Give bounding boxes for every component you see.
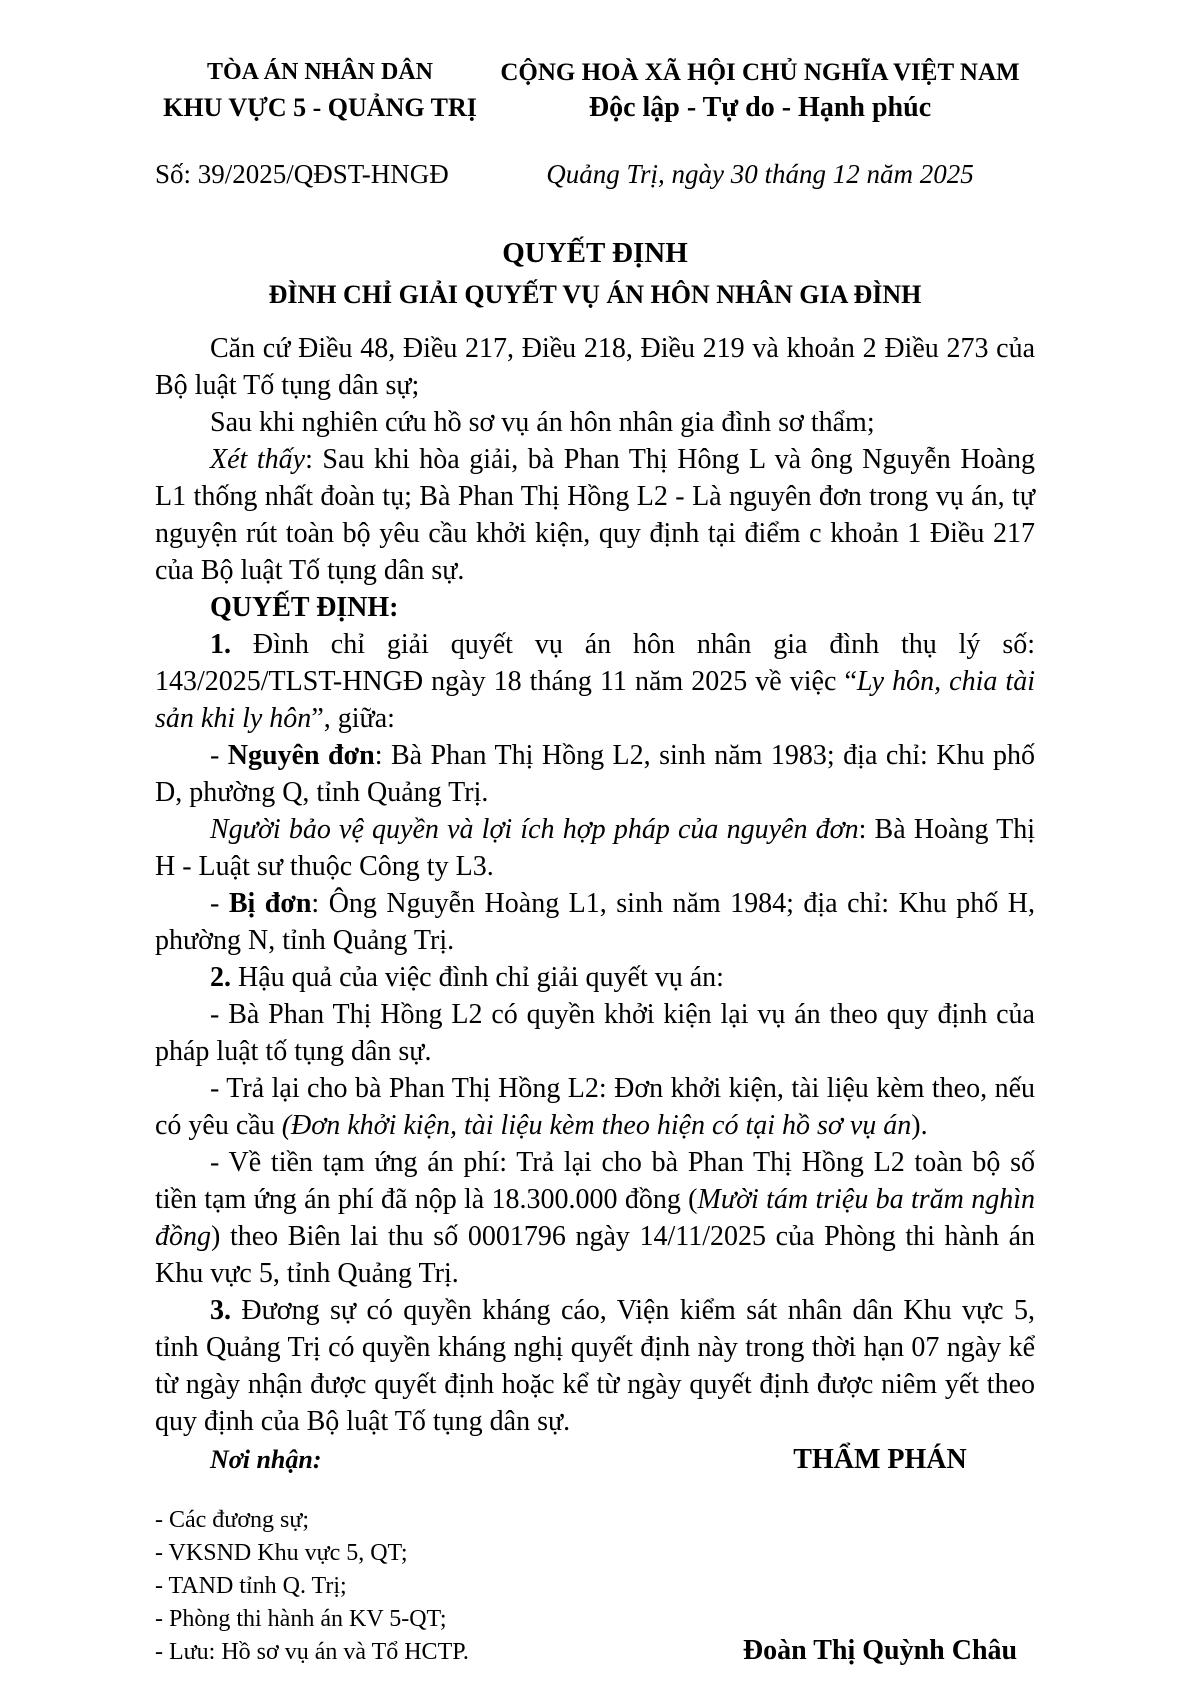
national-motto-block <box>485 56 1035 193</box>
signature-block <box>710 1440 1050 1669</box>
recipient-item: - Lưu: Hồ sơ vụ án và Tổ HCTP. <box>155 1639 469 1665</box>
paragraph-plaintiff <box>155 737 1035 811</box>
place-date-line: Quảng Trị, ngày 30 tháng 12 năm 2025 <box>546 159 974 189</box>
text-run: Xét thấy <box>210 444 306 475</box>
text-run: - <box>210 888 229 919</box>
paragraph-item2b <box>155 1070 1035 1144</box>
document-header <box>155 56 1035 193</box>
paragraph-review <box>155 404 1035 441</box>
text-run: : Sau khi hòa giải, bà Phan Thị Hông L và ông Nguyễn Hoàng L1 thống nhất đoàn tụ; Bà Phan Thị Hồng L2 - Là nguyên đơn trong vụ án, tự nguyện rút toàn bộ yêu cầu khởi kiện, quy định tại điểm c khoản 1 Điều 217 của Bộ luật Tố tụng dân sự. <box>155 444 1035 586</box>
republic-motto: Độc lập - Tự do - Hạnh phúc <box>588 92 932 123</box>
text-run: Đương sự có quyền kháng cáo, Viện kiểm sát nhân dân Khu vực 5, tỉnh Quảng Trị có quyền kháng nghị quyết định này trong thời hạn 07 ngày kể từ ngày nhận được quyết định hoặc kể từ ngày quyết định được niêm yết theo quy định của Bộ luật Tố tụng dân sự. <box>155 1295 1035 1437</box>
recipient-item: - Các đương sự; <box>155 1507 310 1533</box>
text-run: ”, giữa: <box>311 703 395 734</box>
text-run: Ly hôn, chia tài sản khi ly hôn <box>155 666 1035 734</box>
text-run: - Bà Phan Thị Hồng L2 có quyền khởi kiện lại vụ án theo quy định của pháp luật tố tụng dân sự. <box>155 999 1035 1067</box>
document-number: Số: 39/2025/QĐST-HNGĐ <box>155 159 449 189</box>
text-run: Mười tám triệu ba trăm nghìn đồng <box>155 1184 1035 1252</box>
text-run: 2. <box>210 962 231 993</box>
paragraph-defendant <box>155 885 1035 959</box>
paragraph-xet-thay <box>155 441 1035 589</box>
text-run: Người bảo vệ quyền và lợi ích hợp pháp của nguyên đơn <box>210 814 859 845</box>
text-run: Căn cứ Điều 48, Điều 217, Điều 218, Điều 219 và khoản 2 Điều 273 của Bộ luật Tố tụng dân sự; <box>155 333 1035 401</box>
text-run: Hậu quả của việc đình chỉ giải quyết vụ án: <box>231 962 724 993</box>
judge-title: THẨM PHÁN <box>793 1444 967 1475</box>
title-line1: QUYẾT ĐỊNH <box>502 237 688 269</box>
text-run: : Ông Nguyễn Hoàng L1, sinh năm 1984; địa chỉ: Khu phố H, phường N, tỉnh Quảng Trị. <box>155 888 1035 956</box>
republic-title: CỘNG HOÀ XÃ HỘI CHỦ NGHĨA VIỆT NAM <box>500 59 1020 86</box>
text-run: Sau khi nghiên cứu hồ sơ vụ án hôn nhân gia đình sơ thẩm; <box>210 407 875 438</box>
recipient-item: - Phòng thi hành án KV 5-QT; <box>155 1606 447 1632</box>
text-run: - <box>210 740 228 771</box>
document-body <box>155 330 1035 1440</box>
text-run: - Về tiền tạm ứng án phí: Trả lại cho bà Phan Thị Hồng L2 toàn bộ số tiền tạm ứng án phí đã nộp là 18.300.000 đồng ( <box>155 1147 1035 1215</box>
paragraph-item2c <box>155 1144 1035 1292</box>
paragraph-item2 <box>155 959 1035 996</box>
text-run: Bị đơn <box>228 888 312 919</box>
title-line2: ĐÌNH CHỈ GIẢI QUYẾT VỤ ÁN HÔN NHÂN GIA ĐÌNH <box>268 280 922 309</box>
text-run: 1. <box>210 629 231 660</box>
paragraph-item1 <box>155 626 1035 737</box>
text-run: 3. <box>210 1295 231 1326</box>
text-run: (Đơn khởi kiện, tài liệu kèm theo hiện có tại hồ sơ vụ án <box>281 1110 912 1141</box>
text-run: Nguyên đơn <box>227 740 375 771</box>
text-run: ) theo Biên lai thu số 0001796 ngày 14/11/2025 của Phòng thi hành án Khu vực 5, tỉnh Quảng Trị. <box>155 1221 1035 1289</box>
text-run: ). <box>911 1110 928 1141</box>
text-run: Đình chỉ giải quyết vụ án hôn nhân gia đình thụ lý số: 143/2025/TLST-HNGĐ ngày 18 tháng 11 năm 2025 về việc “ <box>155 629 1035 697</box>
text-run: : Bà Phan Thị Hồng L2, sinh năm 1983; địa chỉ: Khu phố D, phường Q, tỉnh Quảng Trị. <box>155 740 1035 808</box>
paragraph-item2a <box>155 996 1035 1070</box>
paragraph-legal-basis <box>155 330 1035 404</box>
paragraph-protector <box>155 811 1035 885</box>
text-run: - Trả lại cho bà Phan Thị Hồng L2: Đơn khởi kiện, tài liệu kèm theo, nếu có yêu cầu <box>155 1073 1035 1141</box>
court-name-line1: TÒA ÁN NHÂN DÂN <box>206 59 433 85</box>
recipient-item: - VKSND Khu vực 5, QT; <box>155 1540 408 1566</box>
court-name-line2: KHU VỰC 5 - QUẢNG TRỊ <box>163 93 477 122</box>
decision-section-heading: QUYẾT ĐỊNH: <box>210 592 399 623</box>
court-header-block <box>155 56 485 193</box>
recipient-item: - TAND tỉnh Q. Trị; <box>155 1573 347 1599</box>
paragraph-item3 <box>155 1292 1035 1440</box>
document-footer <box>155 1440 1035 1669</box>
recipients-label: Nơi nhận: <box>210 1445 322 1474</box>
document-title <box>155 233 1035 317</box>
judge-name: Đoàn Thị Quỳnh Châu <box>742 1635 1018 1666</box>
text-run: : Bà Hoàng Thị H - Luật sư thuộc Công ty L3. <box>155 814 1035 882</box>
